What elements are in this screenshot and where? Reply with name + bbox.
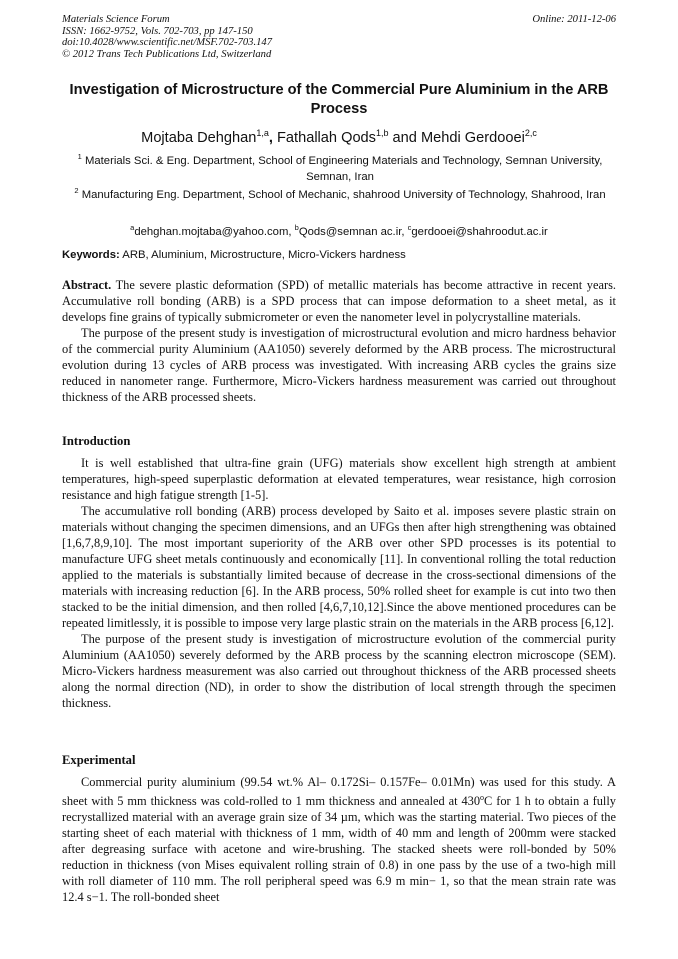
journal-header: [62, 14, 616, 60]
author-separator: and: [388, 129, 421, 146]
doi-line: doi:10.4028/www.scientific.net/MSF.702-703.147: [62, 37, 272, 48]
keywords-text: ARB, Aluminium, Microstructure, Micro-Vickers hardness: [119, 249, 406, 261]
abstract-paragraph: The purpose of the present study is investigation of microstructural evolution and micro hardness behavior of the commercial purity Aluminium (AA1050) severely deformed by the ARB process. The microstructural evolution during 13 cycles of ARB process was investigated. With increasing ARB cycles the grains size reduced in nanometer range. Furthermore, Micro-Vickers hardness measurement was carried out throughout thickness of the ARB processed sheets.: [62, 326, 616, 404]
affiliation-2: [72, 183, 608, 203]
abstract-text: The severe plastic deformation (SPD) of metallic materials has become attractive in recent years. Accumulative roll bonding (ARB) is a SPD process that can impose deformation to a sheet metal, as it develops fine grains of typically submicrometer or even the nanometer level in polycrystalline materials.: [62, 278, 616, 324]
body-paragraph: It is well established that ultra-fine grain (UFG) materials show excellent high strength at ambient temperatures, high-speed superplastic deformation at elevated temperatures, wear resistance, high corrosion resistance and high fatigue strength [1-5].: [62, 456, 616, 502]
affiliation-text: Materials Sci. & Eng. Department, School of Engineering Materials and Technology, Semnan University, Semnan, Iran: [84, 154, 603, 183]
paper-title: Investigation of Microstructure of the Commercial Pure Aluminium in the ARB Process: [69, 82, 609, 117]
abstract-section: [62, 277, 616, 405]
section-heading: Experimental: [62, 753, 136, 767]
affiliation-number: 1: [77, 152, 82, 161]
email-mark: b: [294, 223, 299, 232]
email-mark: a: [130, 223, 135, 232]
body-paragraph: The purpose of the present study is investigation of microstructure evolution of the commercial purity Aluminium (AA1050) severely deformed by the ARB process by the scanning electron microscope (SEM). Micro-Vickers hardness measurement was also carried out throughout thickness of the ARB processed sheets along the normal direction (ND), in order to show the distribution of local strength through the specimen thickness.: [62, 632, 616, 710]
author-affil-mark: 1,a: [256, 128, 269, 138]
affiliation-text: Manufacturing Eng. Department, School of Mechanic, shahrood University of Technology, Shahrood, Iran: [81, 188, 606, 201]
abstract-paragraph: [62, 277, 616, 325]
author-list: [62, 124, 616, 147]
author-affil-mark: 1,b: [375, 128, 389, 138]
author-affil-mark: 2,c: [524, 128, 537, 138]
author-name: Fathallah Qods: [277, 129, 376, 146]
email-address: Qods@semnan ac.ir,: [298, 225, 408, 238]
affiliation-1: [72, 149, 608, 185]
degree-mark: o: [480, 793, 485, 802]
author-name: Mehdi Gerdooei: [420, 129, 525, 146]
body-paragraph: The accumulative roll bonding (ARB) process developed by Saito et al. imposes severe plastic strain on materials without changing the specimen dimensions, and an UFGs then after high strengthening was obtained [1,6,7,8,9,10]. The most important superiority of the ARB over other SPD processes is its potential to manufacture UFG sheet metals continuously and economically [11]. In conventional rolling the total reduction applied to the materials is substantially limited because of decrease in the cross-sectional dimensions of the materials with increasing reduction [6]. In the ARB process, 50% rolled sheet for example is cut into two then stacked to be the initial dimension, and then rolled [4,6,7,10,12].Since the above mentioned procedures can be repeated limitlessly, it is possible to impose very large plastic strain on the materials in the ARB process [6,12].: [62, 504, 616, 630]
email-mark: c: [407, 223, 412, 232]
email-address: gerdooei@shahroodut.ac.ir: [411, 225, 548, 238]
affiliation-number: 2: [74, 186, 79, 195]
keywords-line: [62, 248, 616, 262]
experimental-section: [62, 752, 616, 905]
body-text: C for 1 h to obtain a fully recrystallized material with an average grain size of 34 µm, which was the starting material. Two pieces of the starting sheet of each material with thickness of 1 mm, width of 40 mm and length of 200mm were stacked after degreasing surface with acetone and wire-brushing. The stacked sheets were roll-bonded by 50% reduction in thickness (von Mises equivalent rolling strain of 0.8) in one pass by the use of a two-high mill with roll diameter of 110 mm. The roll peripheral speed was 6.9 m min− 1, so that the mean strain rate was 12.4 s−1. The roll-bonded sheet: [62, 794, 616, 905]
abstract-label: Abstract.: [62, 278, 112, 292]
section-heading: Introduction: [62, 434, 131, 448]
email-line: [62, 221, 616, 239]
body-text: Commercial purity aluminium (99.54 wt.% Al– 0.172Si– 0.157Fe– 0.01Mn) was used for this study. A sheet with 5 mm thickness was cold-rolled to 1 mm thickness and annealed at 430: [62, 775, 616, 809]
keywords-label: Keywords:: [62, 249, 120, 261]
author-separator: ,: [268, 129, 277, 146]
issn-line: ISSN: 1662-9752, Vols. 702-703, pp 147-150: [62, 25, 253, 37]
email-address: dehghan.mojtaba@yahoo.com,: [134, 225, 295, 238]
online-date: Online: 2011-12-06: [532, 14, 616, 25]
introduction-section: [62, 433, 616, 711]
author-name: Mojtaba Dehghan: [141, 129, 257, 146]
body-paragraph: [62, 774, 616, 905]
copyright-line: © 2012 Trans Tech Publications Ltd, Switzerland: [62, 48, 272, 60]
journal-name: Materials Science Forum: [62, 14, 170, 25]
